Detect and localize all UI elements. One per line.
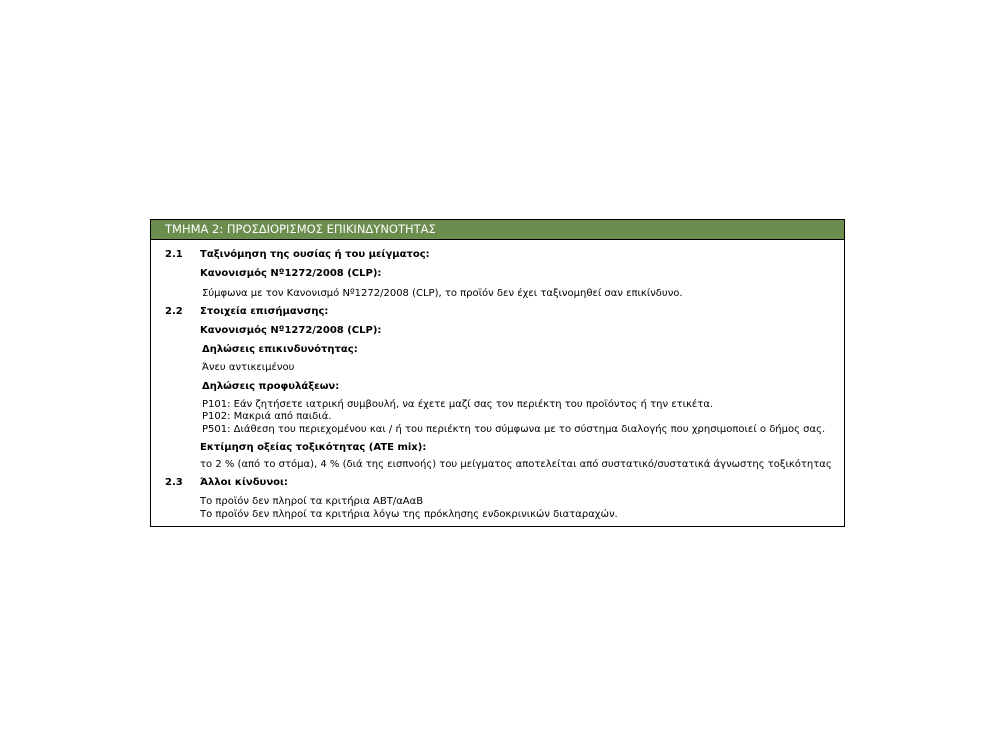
ate-mix-heading: Εκτίμηση οξείας τοξικότητας (ATE mix): <box>200 442 427 453</box>
section-2-1-regulation: Κανονισμός Nº1272/2008 (CLP): <box>200 268 382 279</box>
section-2-2-number: 2.2 <box>165 306 183 317</box>
section-header: ΤΜΗΜΑ 2: ΠΡΟΣΔΙΟΡΙΣΜΟΣ ΕΠΙΚΙΝΔΥΝΟΤΗΤΑΣ <box>151 220 844 240</box>
section-2-1-number: 2.1 <box>165 249 183 260</box>
section-2-3-heading: Άλλοι κίνδυνοι: <box>200 477 288 488</box>
section-2-2-heading: Στοιχεία επισήμανσης: <box>200 306 329 317</box>
hazard-statements-text: Άνευ αντικειμένου <box>202 362 295 373</box>
section-2-1-heading: Ταξινόμηση της ουσίας ή του μείγματος: <box>200 249 430 260</box>
precautionary-statements-heading: Δηλώσεις προφυλάξεων: <box>202 381 340 392</box>
p102-statement: P102: Μακριά από παιδιά. <box>202 411 332 422</box>
section-2-3-number: 2.3 <box>165 477 183 488</box>
section-2-1-text: Σύμφωνα με τον Κανονισμό Nº1272/2008 (CLP), το προϊόν δεν έχει ταξινομηθεί σαν επικίνδυνο. <box>202 288 683 299</box>
section-2-box <box>150 219 845 527</box>
other-hazards-line-2: Το προϊόν δεν πληροί τα κριτήρια λόγω της πρόκλησης ενδοκρινικών διαταραχών. <box>200 509 618 520</box>
ate-mix-text: το 2 % (από το στόμα), 4 % (διά της εισπνοής) του μείγματος αποτελείται από συστατικό/συστατικά άγνωστης τοξικότητας <box>200 459 832 470</box>
p101-statement: P101: Εάν ζητήσετε ιατρική συμβουλή, να έχετε μαζί σας τον περιέκτη του προϊόντος ή την ετικέτα. <box>202 399 714 410</box>
other-hazards-line-1: Το προϊόν δεν πληροί τα κριτήρια ΑΒΤ/αΑαΒ <box>200 496 424 507</box>
section-2-2-regulation: Κανονισμός Nº1272/2008 (CLP): <box>200 325 382 336</box>
hazard-statements-heading: Δηλώσεις επικινδυνότητας: <box>202 344 358 355</box>
p501-statement: P501: Διάθεση του περιεχομένου και / ή του περιέκτη του σύμφωνα με το σύστημα διαλογής που χρησιμοποιεί ο δήμος σας. <box>202 424 826 435</box>
